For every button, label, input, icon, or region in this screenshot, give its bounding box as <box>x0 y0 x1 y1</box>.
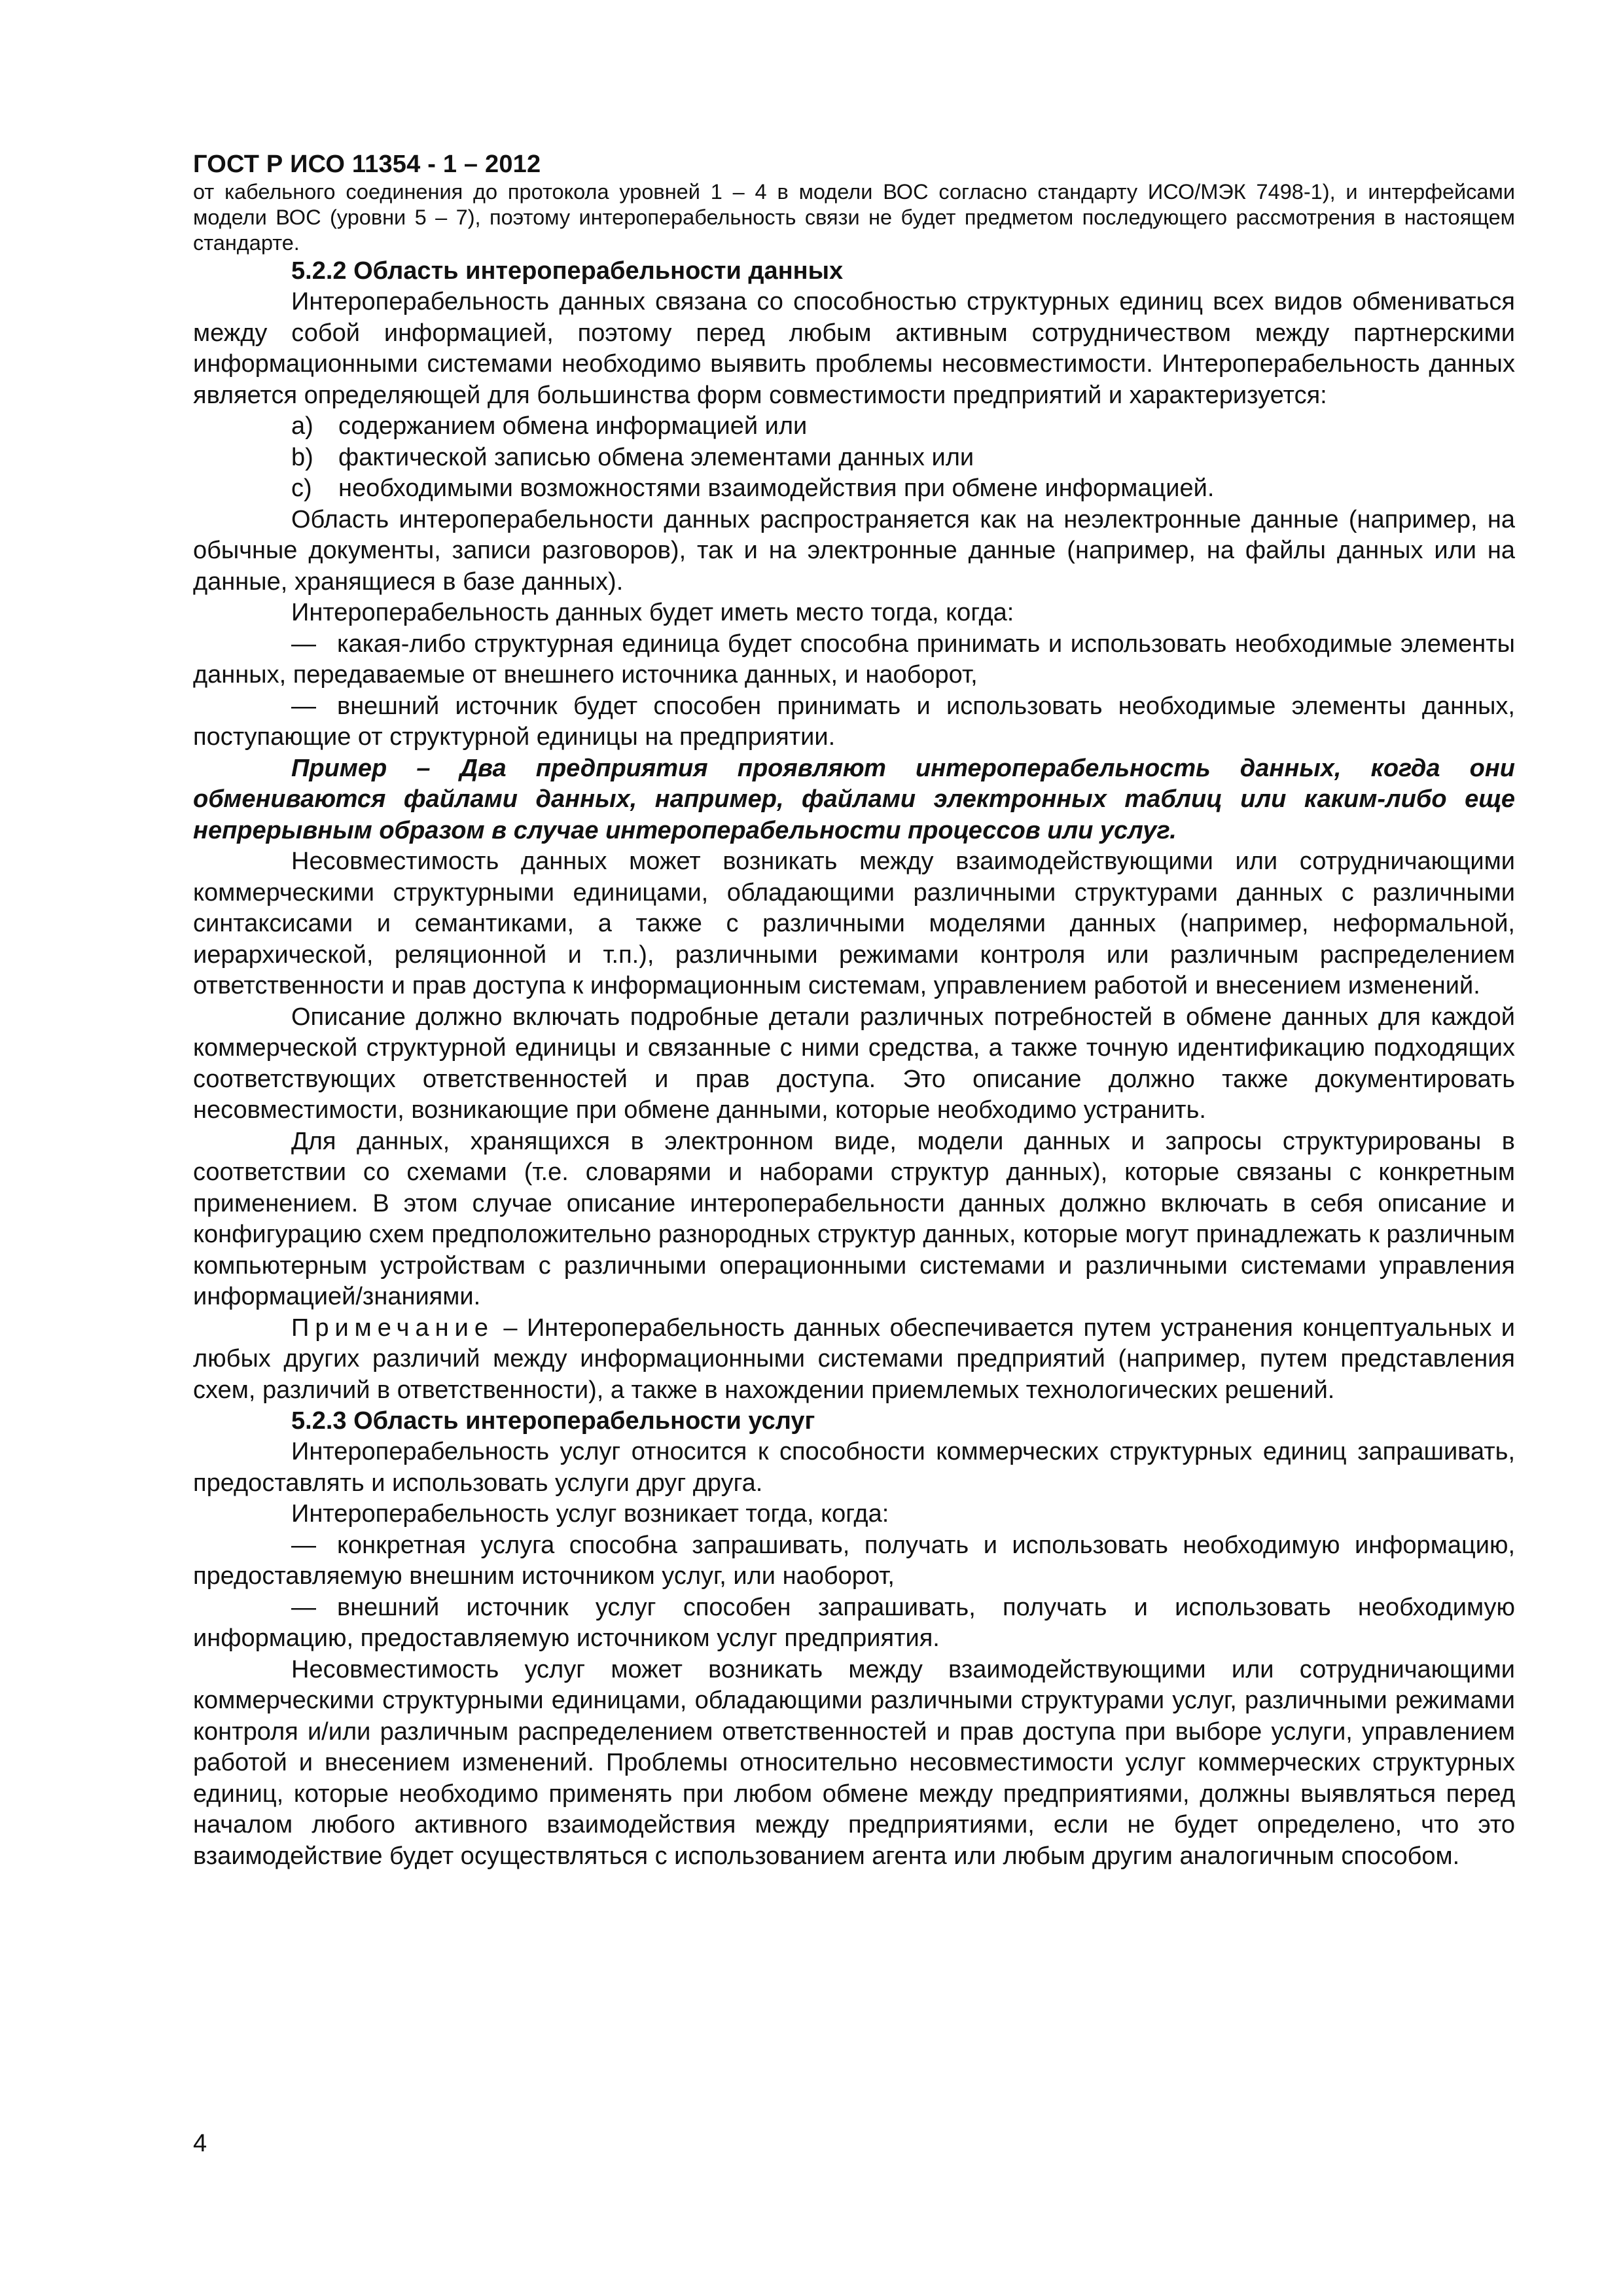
paragraph: Область интероперабельности данных распространяется как на неэлектронные данные (например, на обычные документы, записи разговоров), так и на электронные данные (например, на файлы данных или на данные, хранящиеся в базе данных). <box>193 505 1515 596</box>
list-item-text: фактической записью обмена элементами данных или <box>338 443 974 471</box>
dash-marker: — <box>291 1531 316 1559</box>
list-item-text: необходимыми возможностями взаимодействия при обмене информацией. <box>338 475 1215 502</box>
example-paragraph: Пример – Два предприятия проявляют интероперабельность данных, когда они обмениваются файлами данных, например, файлами электронных таблиц или каким-либо еще непрерывным образом в случае интероперабельности процессов или услуг. <box>193 754 1515 844</box>
list-marker: a) <box>291 412 313 440</box>
standard-header: ГОСТ Р ИСО 11354 - 1 – 2012 <box>193 151 541 178</box>
continuation-paragraph: от кабельного соединения до протокола уровней 1 – 4 в модели ВОС согласно стандарту ИСО/МЭК 7498-1), и интерфейсами модели ВОС (уровни 5 – 7), поэтому интероперабельность связи не будет предметом последующего рассмотрения в настоящем стандарте. <box>193 180 1515 255</box>
page-content <box>193 149 1515 1872</box>
dash-item-text: какая-либо структурная единица будет способна принимать и использовать необходимые элементы данных, передаваемые от внешнего источника данных, и наоборот, <box>193 630 1515 689</box>
paragraph: Интероперабельность данных связана со способностью структурных единиц всех видов обмениваться между собой информацией, поэтому перед любым активным сотрудничеством между партнерскими информационными системами необходимо выявить проблемы несовместимости. Интероперабельность данных является определяющей для большинства форм совместимости предприятий и характеризуется: <box>193 288 1515 409</box>
note-text: – Интероперабельность данных обеспечивается путем устранения концептуальных и любых других различий между информационными системами предприятий (например, путем представления схем, различий в ответственности), а также в нахождении приемлемых технологических решений. <box>193 1314 1515 1404</box>
paragraph: Интероперабельность услуг относится к способности коммерческих структурных единиц запрашивать, предоставлять и использовать услуги друг друга. <box>193 1438 1515 1497</box>
list-item <box>193 473 1515 505</box>
dash-marker: — <box>291 1593 316 1621</box>
dash-item-text: внешний источник будет способен принимать и использовать необходимые элементы данных, поступающие от структурной единицы на предприятии. <box>193 692 1515 751</box>
note-label: Примечание <box>291 1314 494 1342</box>
list-marker: b) <box>291 443 313 471</box>
list-item <box>193 411 1515 442</box>
dash-marker: — <box>291 630 316 658</box>
list-item-text: содержанием обмена информацией или <box>338 412 808 440</box>
dash-item <box>193 629 1515 691</box>
dash-item <box>193 1592 1515 1655</box>
dash-item-text: конкретная услуга способна запрашивать, получать и использовать необходимую информацию, предоставляемую внешним источником услуг, или наоборот, <box>193 1531 1515 1590</box>
list-marker: c) <box>291 475 312 502</box>
dash-item <box>193 691 1515 753</box>
dash-marker: — <box>291 692 316 720</box>
paragraph: Интероперабельность данных будет иметь место тогда, когда: <box>291 599 1014 626</box>
note-paragraph <box>193 1313 1515 1407</box>
paragraph: Несовместимость данных может возникать между взаимодействующими или сотрудничающими коммерческими структурными единицами, обладающими различными структурами данных с различными синтаксисами и семантиками, а также с различными моделями данных (например, неформальной, иерархической, реляционной и т.п.), различными режимами контроля или различным распределением ответственности и прав доступа к информационным системам, управлением работой и внесением изменений. <box>193 848 1515 999</box>
section-title-5-2-2: 5.2.2 Область интероперабельности данных <box>291 257 844 285</box>
section-title-5-2-3: 5.2.3 Область интероперабельности услуг <box>291 1407 815 1435</box>
paragraph: Несовместимость услуг может возникать между взаимодействующими или сотрудничающими коммерческими структурными единицами, обладающими различными структурами услуг, различными режимами контроля и/или различным распределением ответственностей и прав доступа при выборе услуги, управлением работой и внесением изменений. Проблемы относительно несовместимости услуг коммерческих структурных единиц, которые необходимо применять при любом обмене между предприятиями, должны выявляться перед началом любого активного взаимодействия между предприятиями, если не будет определено, что это взаимодействие будет осуществляться с использованием агента или любым другим аналогичным способом. <box>193 1655 1515 1870</box>
list-item <box>193 442 1515 474</box>
dash-item <box>193 1530 1515 1592</box>
paragraph: Описание должно включать подробные детали различных потребностей в обмене данных для каждой коммерческой структурной единицы и связанные с ними средства, а также точную идентификацию подходящих соответствующих ответственностей и прав доступа. Это описание должно также документировать несовместимости, возникающие при обмене данными, которые необходимо устранить. <box>193 1003 1515 1124</box>
page-number: 4 <box>193 2130 207 2157</box>
paragraph: Интероперабельность услуг возникает тогда, когда: <box>291 1500 889 1528</box>
dash-item-text: внешний источник услуг способен запрашивать, получать и использовать необходимую информацию, предоставляемую источником услуг предприятия. <box>193 1593 1515 1652</box>
paragraph: Для данных, хранящихся в электронном виде, модели данных и запросы структурированы в соответствии со схемами (т.е. словарями и наборами структур данных), которые связаны с конкретным применением. В этом случае описание интероперабельности данных должно включать в себя описание и конфигурацию схем предположительно разнородных структур данных, которые могут принадлежать к различным компьютерным устройствам с различными операционными системами и различными системами управления информацией/знаниями. <box>193 1127 1515 1310</box>
